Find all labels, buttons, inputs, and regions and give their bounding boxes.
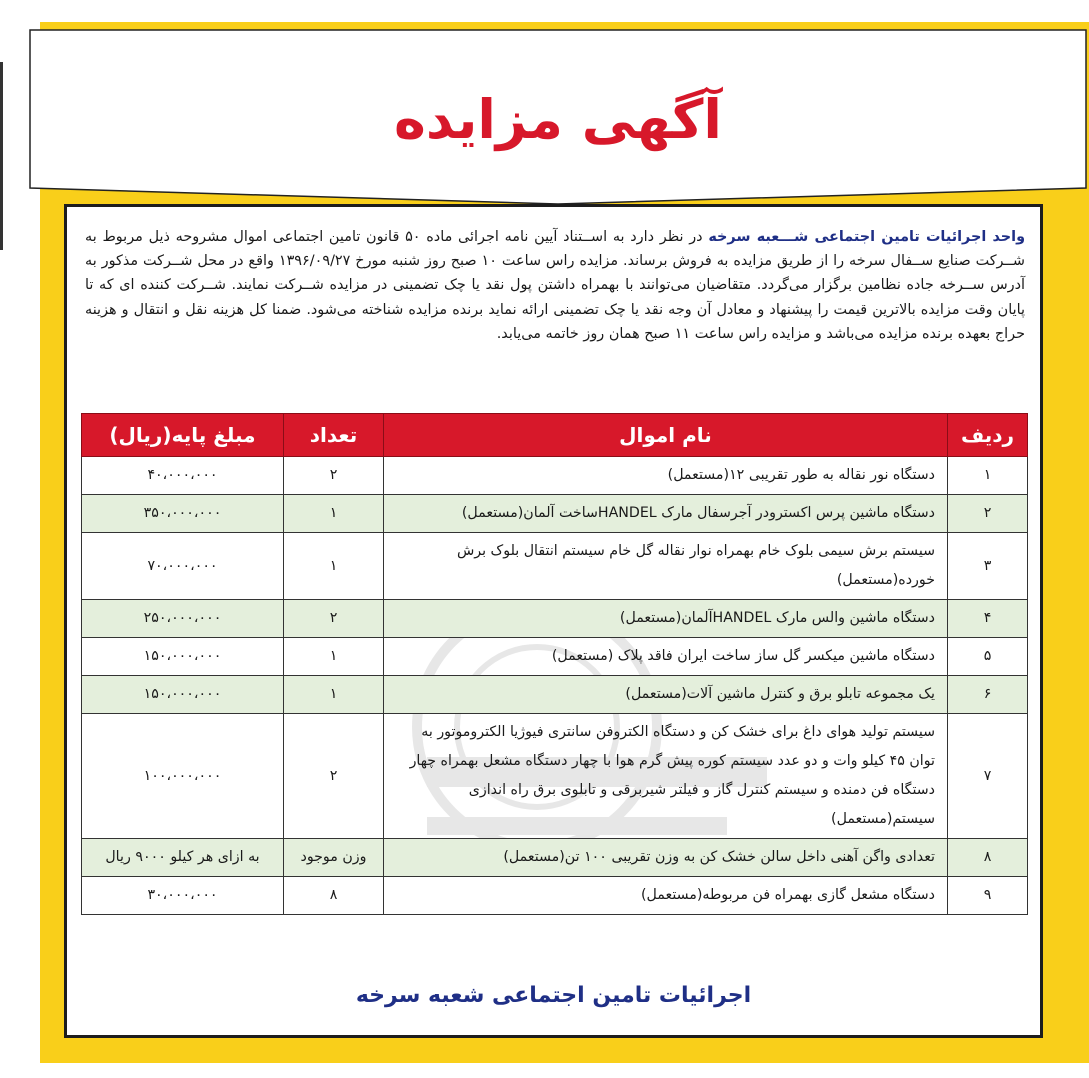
row-number: ۲ bbox=[948, 495, 1028, 533]
asset-name: دستگاه ماشین والس مارک HANDELآلمان(مستعمل) bbox=[384, 600, 948, 638]
asset-base-price: ۳۵۰،۰۰۰،۰۰۰ bbox=[82, 495, 284, 533]
left-edge-tab bbox=[0, 62, 3, 250]
asset-name: سیستم تولید هوای داغ برای خشک کن و دستگاه الکتروفن سانتری فیوژیا الکتروموتور به توان ۴۵ کیلو وات و دو عدد سیستم کوره پیش گرم هوا با چهار دستگاه مشعل بهمراه چهار دستگاه فن دمنده و سیستم کنترل گاز و فیلتر شیربرقی و تابلوی برق راه اندازی سیستم(مستعمل) bbox=[384, 714, 948, 839]
footer-signature: اجرائیات تامین اجتماعی شعبه سرخه bbox=[355, 983, 752, 1008]
header-asset-name: نام اموال bbox=[384, 414, 948, 457]
asset-quantity: ۲ bbox=[284, 600, 384, 638]
row-number: ۷ bbox=[948, 714, 1028, 839]
table-row bbox=[82, 877, 1028, 915]
asset-name: یک مجموعه تابلو برق و کنترل ماشین آلات(مستعمل) bbox=[384, 676, 948, 714]
asset-base-price: ۳۰،۰۰۰،۰۰۰ bbox=[82, 877, 284, 915]
asset-name: تعدادی واگن آهنی داخل سالن خشک کن به وزن تقریبی ۱۰۰ تن(مستعمل) bbox=[384, 839, 948, 877]
row-number: ۳ bbox=[948, 533, 1028, 600]
table-row bbox=[82, 495, 1028, 533]
asset-quantity: ۸ bbox=[284, 877, 384, 915]
asset-quantity: ۱ bbox=[284, 638, 384, 676]
row-number: ۹ bbox=[948, 877, 1028, 915]
table-row bbox=[82, 533, 1028, 600]
table-row bbox=[82, 839, 1028, 877]
asset-name: دستگاه مشعل گازی بهمراه فن مربوطه(مستعمل) bbox=[384, 877, 948, 915]
asset-base-price: ۷۰،۰۰۰،۰۰۰ bbox=[82, 533, 284, 600]
intro-paragraph bbox=[85, 225, 1025, 346]
notice-box bbox=[64, 204, 1043, 1038]
asset-base-price: ۲۵۰،۰۰۰،۰۰۰ bbox=[82, 600, 284, 638]
asset-name: دستگاه ماشین میکسر گل ساز ساخت ایران فاقد پلاک (مستعمل) bbox=[384, 638, 948, 676]
asset-base-price: ۱۵۰،۰۰۰،۰۰۰ bbox=[82, 638, 284, 676]
asset-quantity: ۱ bbox=[284, 676, 384, 714]
header-quantity: تعداد bbox=[284, 414, 384, 457]
asset-base-price: ۱۰۰،۰۰۰،۰۰۰ bbox=[82, 714, 284, 839]
table-row bbox=[82, 676, 1028, 714]
row-number: ۱ bbox=[948, 457, 1028, 495]
title-banner bbox=[28, 28, 1088, 206]
row-number: ۸ bbox=[948, 839, 1028, 877]
row-number: ۶ bbox=[948, 676, 1028, 714]
asset-name: دستگاه ماشین پرس اکسترودر آجرسفال مارک HANDELساخت آلمان(مستعمل) bbox=[384, 495, 948, 533]
intro-body: در نظر دارد به اســتناد آیین نامه اجرائی ماده ۵۰ قانون تامین اجتماعی اموال مشروحه ذیل مربوط به شــرکت صنایع ســفال سرخه را از طریق مزایده به فروش برساند. مزایده راس ساعت ۱۰ صبح روز شنبه مورخ ۱۳۹۶/۰۹/۲۷ واقع در محل شــرکت مذکور به آدرس ســرخه جاده نظامین برگزار می‌گردد. متقاضیان می‌توانند با بهمراه داشتن پول نقد یا چک تضمینی در مزایده شــرکت نمایند. شــرکت کننده ای که تا پایان وقت مزایده بالاترین قیمت را پیشنهاد و معادل آن وجه نقد یا چک تضمینی ارائه نماید برنده مزایده شناخته می‌شود. ضمنا کل هزینه نقل و انتقال و هزینه حراج بعهده برنده مزایده می‌باشد و مزایده راس ساعت ۱۱ صبح همان روز خاتمه می‌یابد. bbox=[85, 229, 1025, 342]
page-title: آگهی مزایده bbox=[394, 88, 722, 151]
asset-name: دستگاه نور نقاله به طور تقریبی ۱۲(مستعمل) bbox=[384, 457, 948, 495]
row-number: ۵ bbox=[948, 638, 1028, 676]
asset-quantity: ۱ bbox=[284, 533, 384, 600]
issuer-name: واحد اجرائیات تامین اجتماعی شـــعبه سرخه bbox=[708, 229, 1026, 245]
asset-name: سیستم برش سیمی بلوک خام بهمراه نوار نقاله گل خام سیستم انتقال بلوک برش خورده(مستعمل) bbox=[384, 533, 948, 600]
asset-base-price: ۱۵۰،۰۰۰،۰۰۰ bbox=[82, 676, 284, 714]
asset-quantity: ۱ bbox=[284, 495, 384, 533]
table-row bbox=[82, 600, 1028, 638]
table-row bbox=[82, 457, 1028, 495]
asset-base-price: به ازای هر کیلو ۹۰۰۰ ریال bbox=[82, 839, 284, 877]
table-header-row bbox=[82, 414, 1028, 457]
asset-quantity: ۲ bbox=[284, 714, 384, 839]
row-number: ۴ bbox=[948, 600, 1028, 638]
header-row-number: ردیف bbox=[948, 414, 1028, 457]
assets-table bbox=[81, 413, 1028, 915]
asset-quantity: وزن موجود bbox=[284, 839, 384, 877]
table-row bbox=[82, 714, 1028, 839]
header-base-price: مبلغ پایه(ریال) bbox=[82, 414, 284, 457]
asset-base-price: ۴۰،۰۰۰،۰۰۰ bbox=[82, 457, 284, 495]
asset-quantity: ۲ bbox=[284, 457, 384, 495]
table-row bbox=[82, 638, 1028, 676]
